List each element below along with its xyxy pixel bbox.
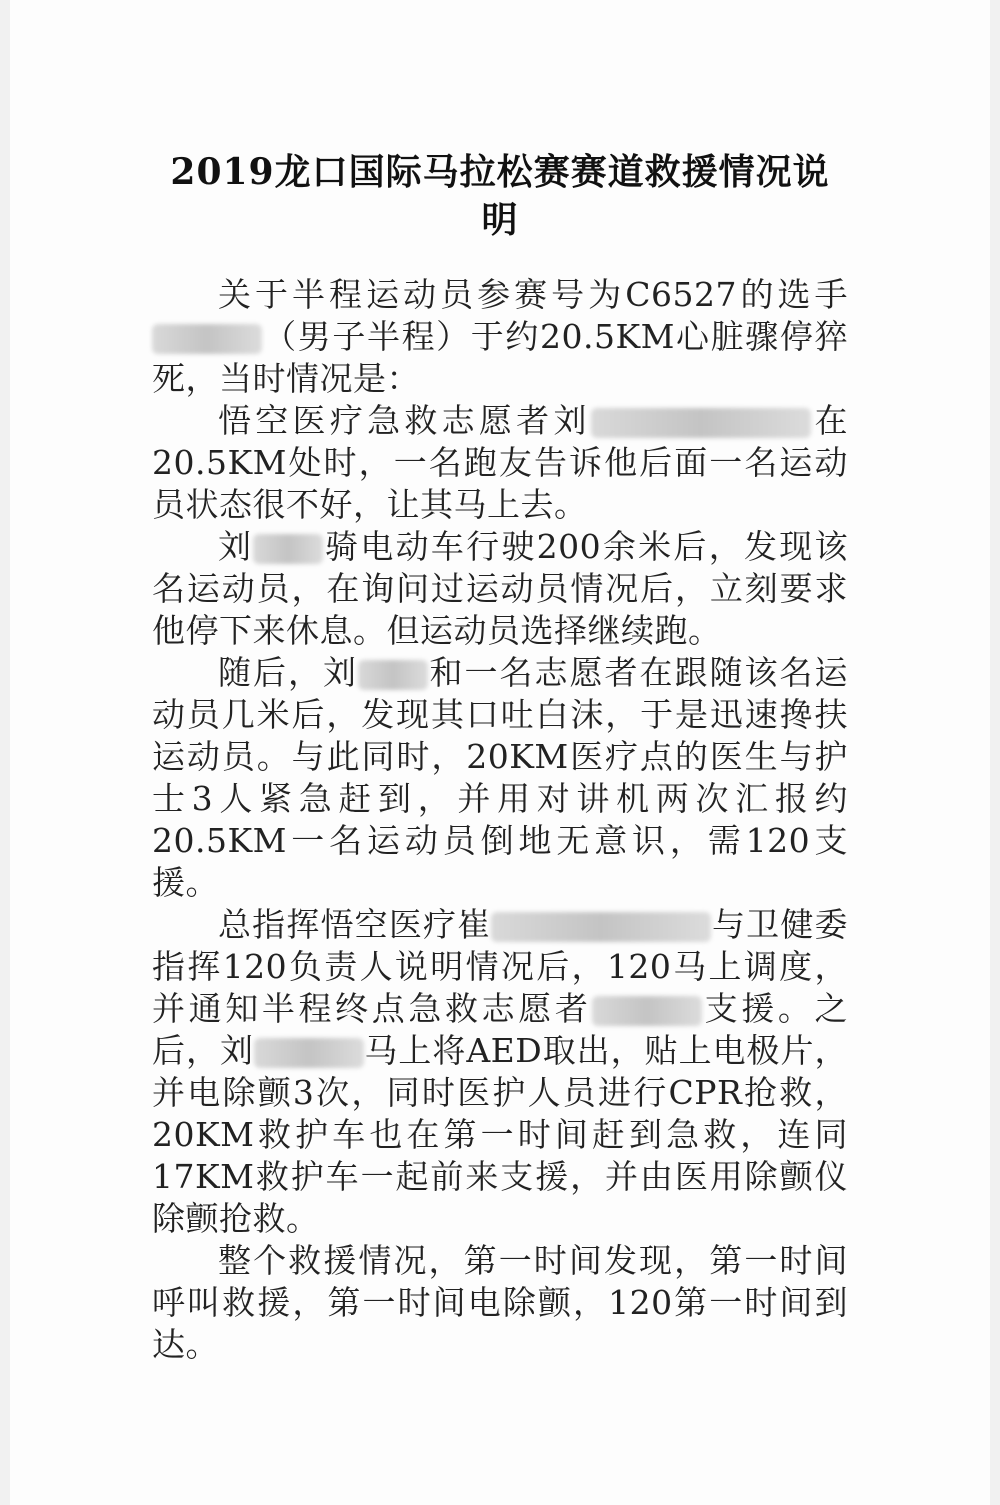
redacted-name xyxy=(254,1038,364,1068)
paragraph-4-text-a: 随后，刘 xyxy=(218,653,358,692)
page-edge-right xyxy=(990,0,1000,1505)
paragraph-2-text-a: 悟空医疗急救志愿者刘 xyxy=(218,401,591,440)
redacted-name xyxy=(358,660,428,690)
redacted-name xyxy=(253,534,323,564)
paragraph-5-text-d: 马上将AED取出，贴上电极片，并电除颤3次，同时医护人员进行CPR抢救，20KM救护车也在第一时间赶到急救，连同17KM救护车一起前来支援，并由医用除颤仪除颤抢救。 xyxy=(152,1031,848,1238)
paragraph-1-text-b: （男子半程）于约20.5KM心脏骤停猝死，当时情况是： xyxy=(152,317,848,398)
redacted-name xyxy=(152,324,262,354)
redacted-name-phone xyxy=(491,912,711,942)
paragraph-2-text-b: 在20.5KM处时，一名跑友告诉他后面一名运动员状态很不好，让其马上去。 xyxy=(152,401,849,524)
paragraph-4 xyxy=(152,652,848,904)
paragraph-3 xyxy=(152,526,848,652)
paragraph-1 xyxy=(152,274,848,400)
paragraph-3-text-a: 刘 xyxy=(218,527,254,566)
paragraph-5-text-a: 总指挥悟空医疗崔 xyxy=(218,905,492,944)
page-edge-left xyxy=(0,0,10,1505)
document-body xyxy=(152,148,848,1366)
paragraph-3-text-b: 骑电动车行驶200余米后，发现该名运动员，在询问过运动员情况后，立刻要求他停下来休息。但运动员选择继续跑。 xyxy=(152,527,849,650)
document-title: 2019龙口国际马拉松赛赛道救援情况说明 xyxy=(170,151,830,241)
paragraph-5 xyxy=(152,904,848,1240)
paragraph-5-text-c: 支援。之后，刘 xyxy=(152,989,848,1070)
paragraph-1-text-a: 关于半程运动员参赛号为C6527的选手 xyxy=(218,275,848,314)
paragraph-2 xyxy=(152,400,848,526)
redacted-name xyxy=(592,996,702,1026)
paragraph-6: 整个救援情况，第一时间发现，第一时间呼叫救援，第一时间电除颤，120第一时间到达。 xyxy=(152,1241,848,1364)
paragraph-5-text-b: 与卫健委指挥120负责人说明情况后，120马上调度，并通知半程终点急救志愿者 xyxy=(152,905,849,1028)
redacted-name-phone xyxy=(591,408,811,438)
paragraph-4-text-b: 和一名志愿者在跟随该名运动员几米后，发现其口吐白沫，于是迅速搀扶运动员。与此同时，20KM医疗点的医生与护士3人紧急赶到，并用对讲机两次汇报约20.5KM一名运动员倒地无意识，需120支援。 xyxy=(152,653,848,902)
